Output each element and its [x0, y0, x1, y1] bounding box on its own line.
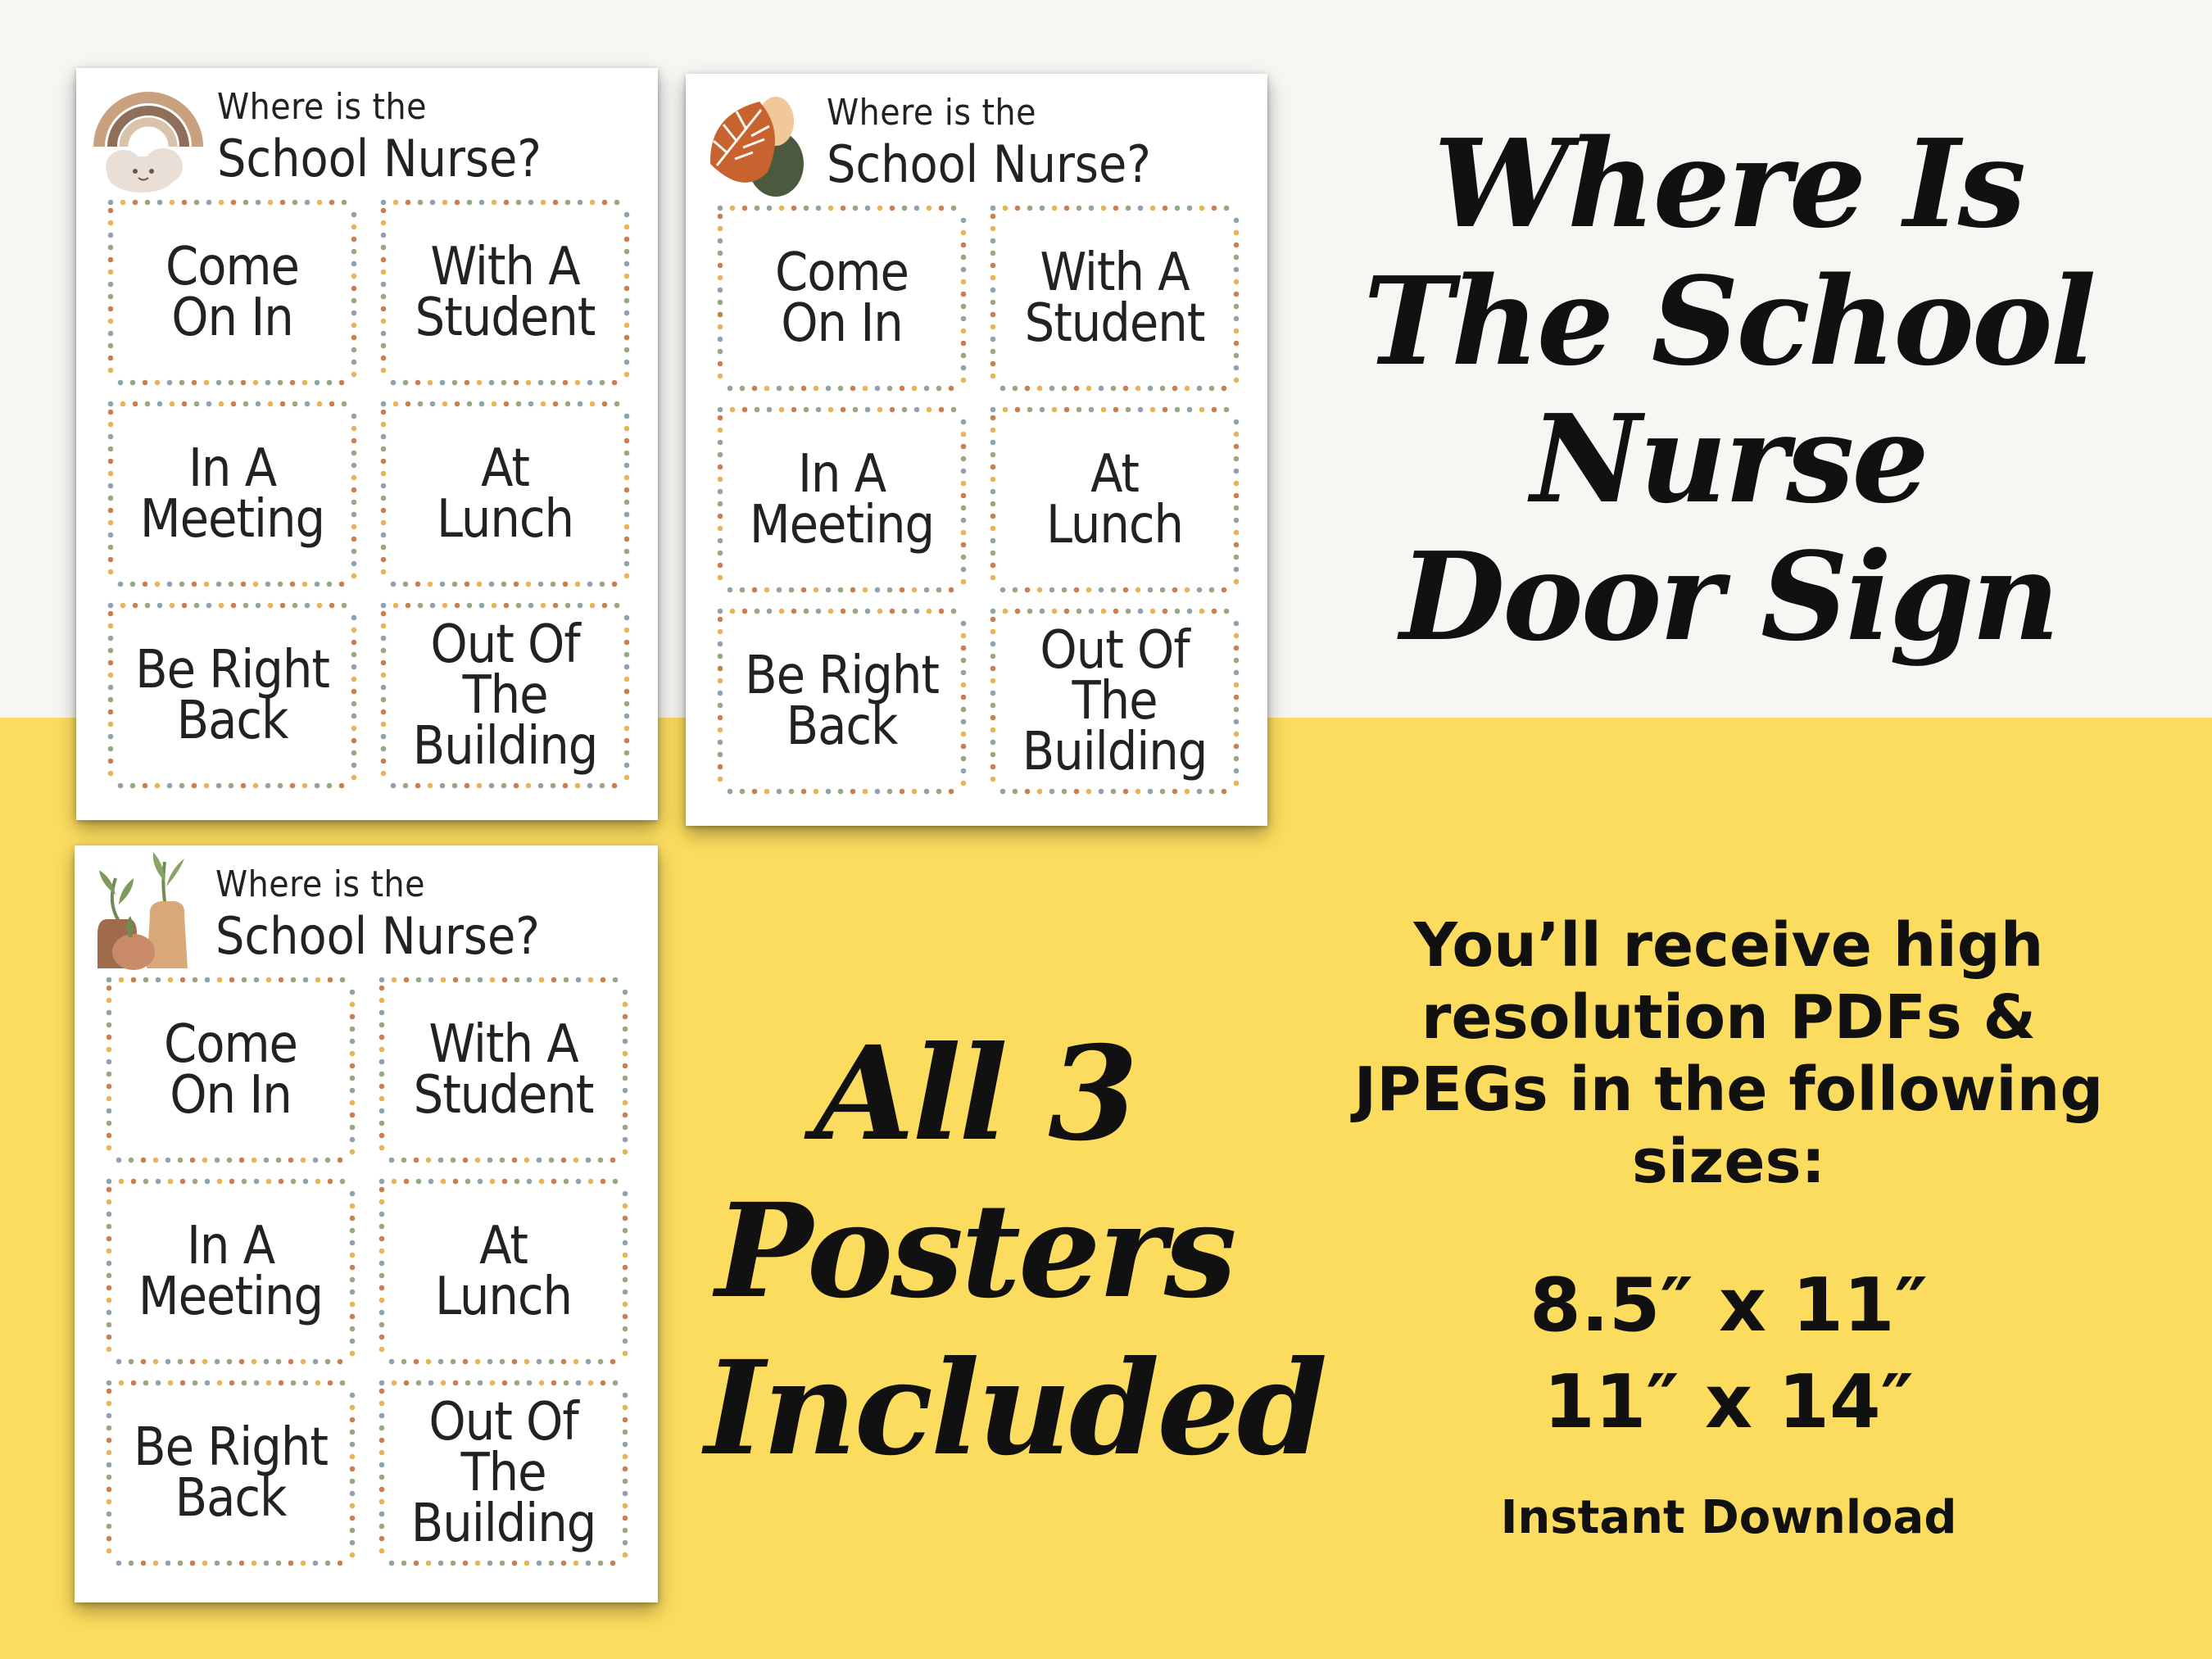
rainbow-cloud-icon	[84, 68, 207, 199]
status-label: At Lunch	[436, 438, 574, 550]
size-item: 11″ x 14″	[1543, 1359, 1914, 1445]
poster-heading	[217, 84, 643, 188]
status-label: Out Of The Building	[412, 614, 598, 777]
size-list	[1303, 1258, 2155, 1451]
status-label: Come On In	[775, 243, 909, 354]
status-label: With A Student	[413, 1014, 594, 1126]
status-grid	[107, 199, 630, 797]
poster-heading	[215, 862, 641, 965]
status-card	[378, 977, 628, 1163]
status-label: With A Student	[1024, 243, 1205, 354]
status-label: Out Of The Building	[1022, 620, 1208, 782]
status-grid	[717, 205, 1240, 803]
status-card	[717, 406, 967, 593]
posters-included-note: All 3 Posters Included	[705, 1018, 1326, 1484]
poster-plants	[75, 845, 658, 1602]
status-card	[717, 205, 967, 392]
status-label: Be Right Back	[135, 640, 329, 751]
status-card	[380, 199, 630, 386]
poster-subtitle: Where is the	[215, 863, 425, 905]
poster-monstera	[686, 74, 1267, 826]
status-card	[107, 401, 357, 587]
status-card	[107, 602, 357, 789]
status-card	[106, 1178, 356, 1365]
description-line: sizes:	[1631, 1126, 1826, 1197]
monstera-leaf-icon	[694, 74, 817, 205]
potted-plants-icon	[83, 845, 206, 977]
status-card	[378, 1380, 628, 1566]
poster-title: School Nurse?	[217, 129, 542, 188]
poster-heading	[827, 90, 1253, 193]
delivery-description	[1303, 909, 2155, 1198]
description-line: JPEGs in the following	[1353, 1054, 2104, 1125]
status-card	[990, 608, 1240, 795]
status-label: Come On In	[164, 1014, 297, 1126]
status-label: Be Right Back	[134, 1417, 328, 1529]
size-item: 8.5″ x 11″	[1530, 1262, 1928, 1349]
status-card	[378, 1178, 628, 1365]
status-label: At Lunch	[1045, 444, 1184, 555]
status-card	[380, 602, 630, 789]
poster-rainbow	[76, 68, 658, 820]
instant-download-label: Instant Download	[1500, 1491, 1957, 1544]
status-card	[106, 1380, 356, 1566]
product-title: Where Is The School Nurse Door Sign	[1363, 112, 2094, 668]
status-grid	[106, 977, 628, 1575]
status-label: Out Of The Building	[410, 1392, 596, 1554]
status-label: In A Meeting	[749, 444, 935, 555]
poster-title: School Nurse?	[827, 134, 1151, 194]
status-label: Be Right Back	[745, 646, 939, 757]
status-card	[717, 608, 967, 795]
status-card	[106, 977, 356, 1163]
status-card	[107, 199, 357, 386]
status-card	[380, 401, 630, 587]
status-label: In A Meeting	[138, 1216, 324, 1327]
description-line: You’ll receive high	[1413, 910, 2044, 981]
description-line: resolution PDFs &	[1421, 982, 2037, 1053]
poster-subtitle: Where is the	[827, 92, 1036, 134]
status-label: Come On In	[165, 237, 299, 348]
poster-subtitle: Where is the	[217, 86, 427, 128]
status-card	[990, 406, 1240, 593]
status-label: At Lunch	[434, 1216, 573, 1327]
poster-title: School Nurse?	[215, 906, 540, 966]
status-label: With A Student	[415, 237, 596, 348]
status-card	[990, 205, 1240, 392]
status-label: In A Meeting	[139, 438, 325, 550]
